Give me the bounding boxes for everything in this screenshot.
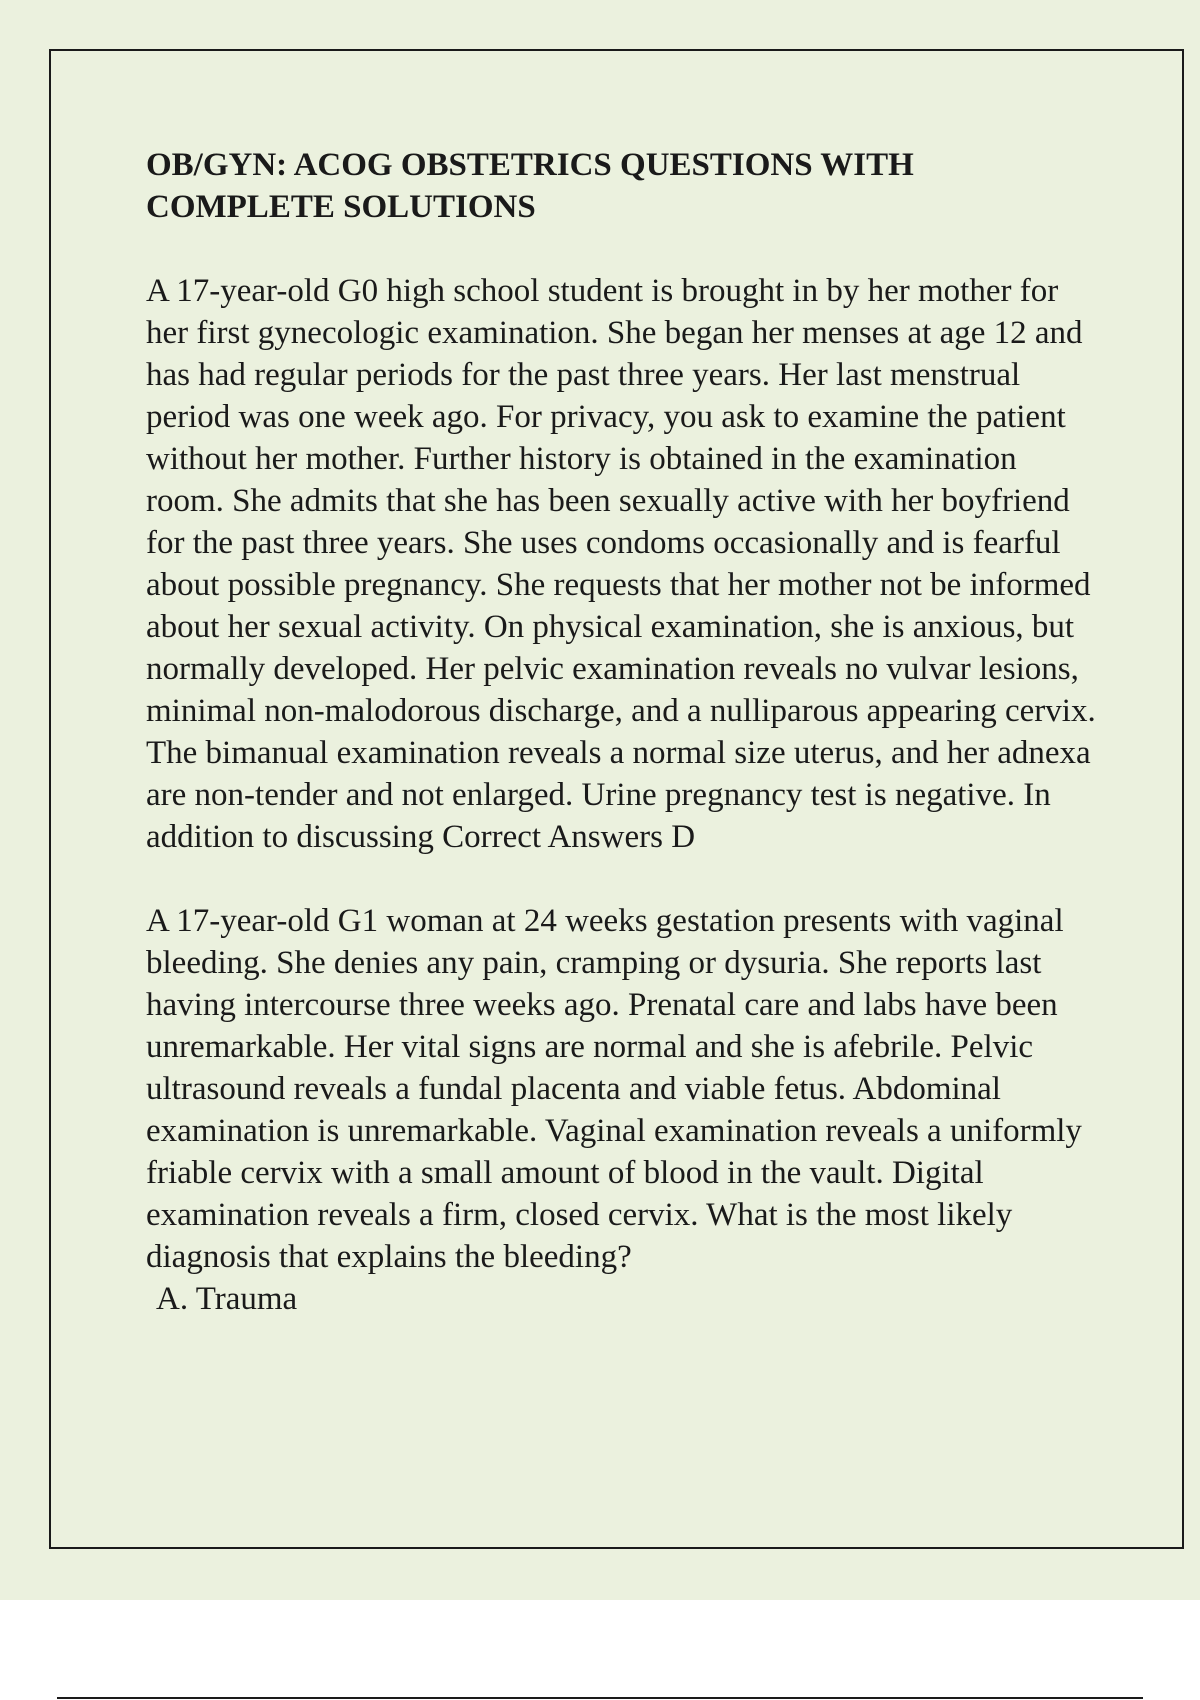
- document-title: OB/GYN: ACOG OBSTETRICS QUESTIONS WITH COMPLETE SOLUTIONS: [146, 147, 914, 225]
- document-content: [146, 144, 1096, 1320]
- page-divider: [57, 1697, 1143, 1699]
- question-2-option-a: A. Trauma: [156, 1281, 298, 1317]
- question-1-text: A 17-year-old G0 high school student is brought in by her mother for her first gynecologic examination. She began her menses at age 12 and has had regular periods for the past three years. Her last menstrual period was one week ago. For privacy, you ask to examine the patient without her mother. Further history is obtained in the examination room. She admits that she has been sexually active with her boyfriend for the past three years. She uses condoms occasionally and is fearful about possible pregnancy. She requests that her mother not be informed about her sexual activity. On physical examination, she is anxious, but normally developed. Her pelvic examination reveals no vulvar lesions, minimal non-malodorous discharge, and a nulliparous appearing cervix. The bimanual examination reveals a normal size uterus, and her adnexa are non-tender and not enlarged. Urine pregnancy test is negative. In addition to discussing Correct Answers D: [146, 273, 1096, 855]
- question-2-text: A 17-year-old G1 woman at 24 weeks gestation presents with vaginal bleeding. She denies any pain, cramping or dysuria. She reports last having intercourse three weeks ago. Prenatal care and labs have been unremarkable. Her vital signs are normal and she is afebrile. Pelvic ultrasound reveals a fundal placenta and viable fetus. Abdominal examination is unremarkable. Vaginal examination reveals a uniformly friable cervix with a small amount of blood in the vault. Digital examination reveals a firm, closed cervix. What is the most likely diagnosis that explains the bleeding?: [146, 903, 1082, 1275]
